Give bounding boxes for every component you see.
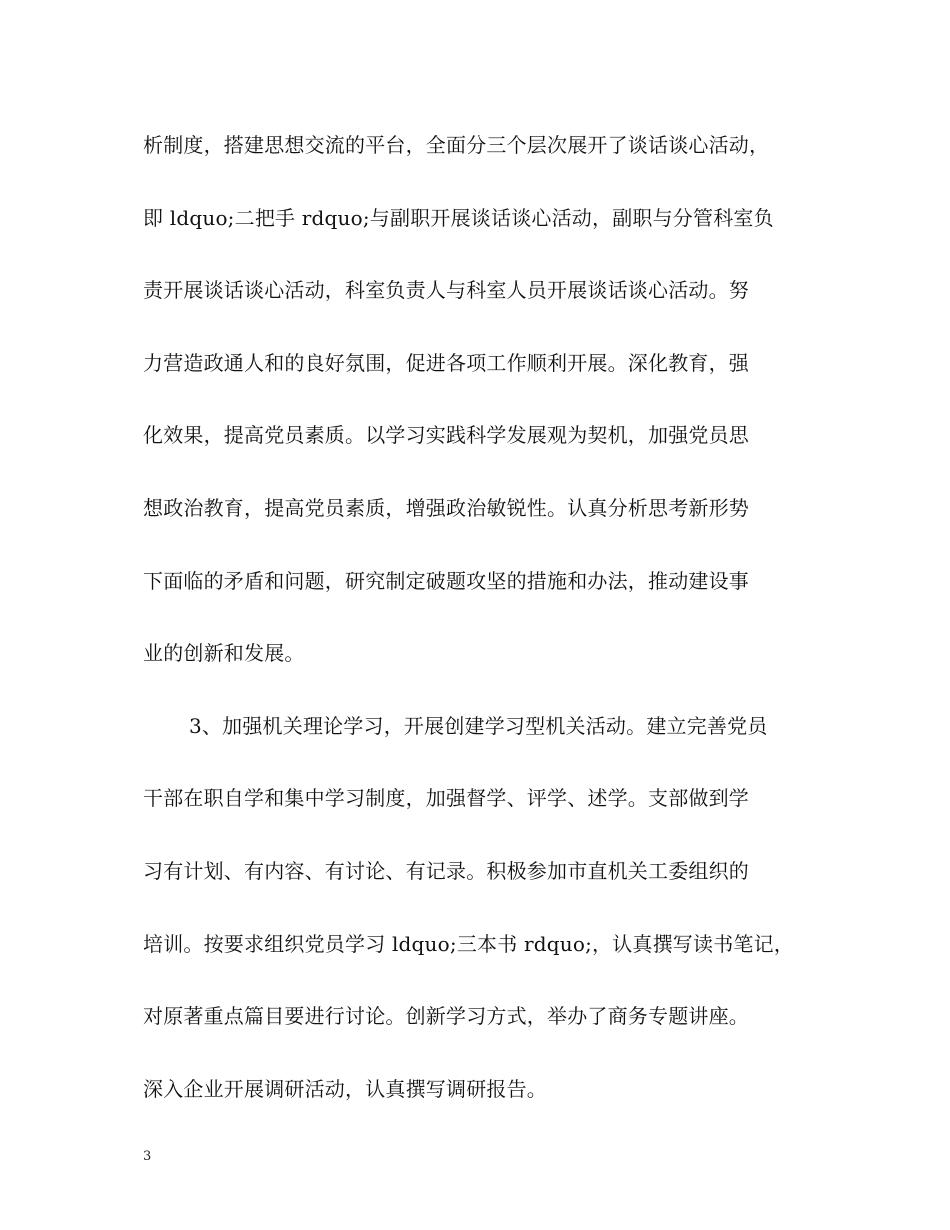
text-line: 干部在职自学和集中学习制度，加强督学、评学、述学。支部做到学 [143, 786, 749, 811]
text-line: 即 ldquo;二把手 rdquo;与副职开展谈话谈心活动，副职与分管科室负 [143, 205, 774, 230]
text-line: 深入企业开展调研活动，认真撰写调研报告。 [143, 1076, 547, 1101]
text-line: 培训。按要求组织党员学习 ldquo;三本书 rdquo;，认真撰写读书笔记， [143, 931, 795, 956]
text-line: 析制度，搭建思想交流的平台，全面分三个层次展开了谈话谈心活动， [143, 133, 770, 157]
text-line: 力营造政通人和的良好氛围，促进各项工作顺利开展。深化教育，强 [143, 350, 749, 375]
text-line: 习有计划、有内容、有讨论、有记录。积极参加市直机关工委组织的 [143, 858, 749, 883]
page-number: 3 [143, 1149, 152, 1164]
text-line: 化效果，提高党员素质。以学习实践科学发展观为契机，加强党员思 [143, 423, 749, 448]
body-text [143, 118, 843, 1134]
text-line: 业的创新和发展。 [143, 641, 305, 666]
text-line: 下面临的矛盾和问题，研究制定破题攻坚的措施和办法，推动建设事 [143, 568, 749, 593]
text-line: 对原著重点篇目要进行讨论。创新学习方式，举办了商务专题讲座。 [143, 1004, 749, 1029]
text-line: 想政治教育，提高党员素质，增强政治敏锐性。认真分析思考新形势 [143, 495, 749, 520]
paragraph-start-line: 3、加强机关理论学习，开展创建学习型机关活动。建立完善党员 [189, 713, 768, 738]
text-line: 责开展谈话谈心活动，科室负责人与科室人员开展谈话谈心活动。努 [143, 278, 749, 303]
